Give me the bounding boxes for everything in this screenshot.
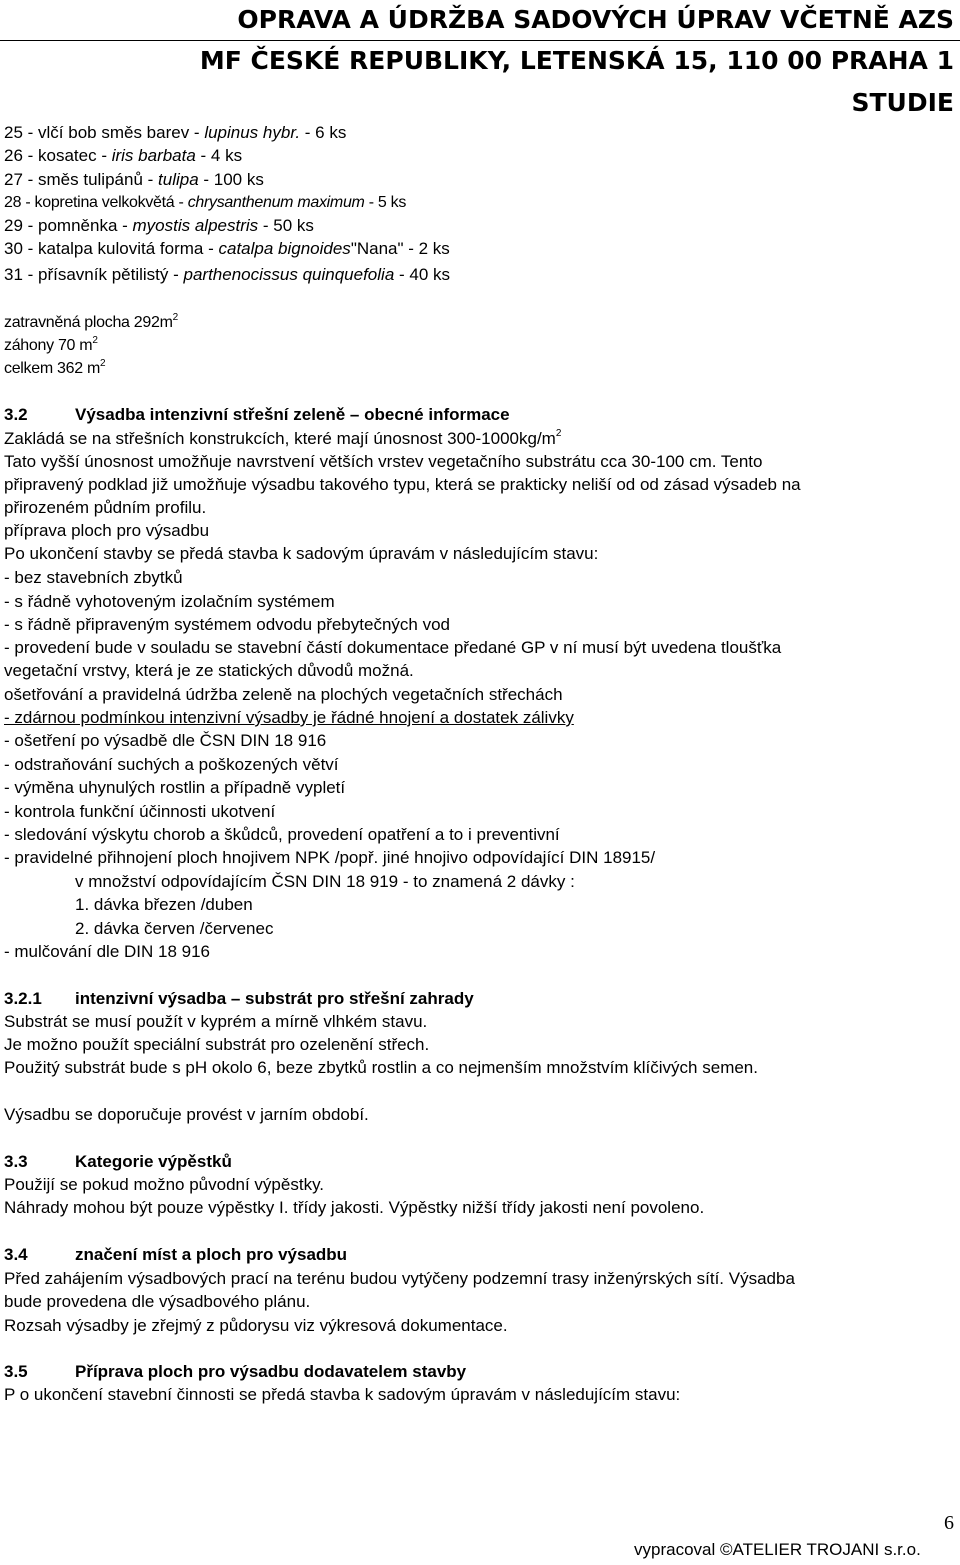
plant-list-item: 30 - katalpa kulovitá forma - catalpa bignoides"Nana" - 2 ks (4, 239, 450, 258)
plant-list-item: 26 - kosatec - iris barbata - 4 ks (4, 146, 243, 165)
header-rule (0, 40, 960, 41)
paragraph-line: Po ukončení stavby se předá stavba k sadovým úpravám v následujícím stavu: (4, 544, 599, 563)
footer-credit: vypracoval ©ATELIER TROJANI s.r.o. (634, 1540, 921, 1559)
header-title-line3: STUDIE (851, 88, 954, 117)
list-subitem: 1. dávka březen /duben (75, 895, 253, 914)
section-number: 3.4 (4, 1245, 28, 1264)
section-title: intenzivní výsadba – substrát pro střešní zahrady (75, 989, 474, 1008)
list-subitem: 2. dávka červen /červenec (75, 919, 274, 938)
area-line: zatravněná plocha $292m^2$ (4, 311, 178, 331)
paragraph-line: P o ukončení stavební činnosti se předá stavba k sadovým úpravám v následujícím stavu: (4, 1385, 681, 1404)
list-item: - sledování výskytu chorob a škůdců, provedení opatření a to i preventivní (4, 825, 560, 844)
paragraph-line: Substrát se musí použít v kyprém a mírně vlhkém stavu. (4, 1012, 428, 1031)
area-line: celkem 362 $m^2$ (4, 357, 106, 377)
paragraph-line: Výsadbu se doporučuje provést v jarním období. (4, 1105, 369, 1124)
paragraph-line: Náhrady mohou být pouze výpěstky I. třídy jakosti. Výpěstky nižší třídy jakosti není povoleno. (4, 1198, 705, 1217)
list-item: - odstraňování suchých a poškozených větví (4, 755, 339, 774)
plant-list-item: 28 - kopretina velkokvětá - chrysanthenum maximum - 5 ks (4, 194, 407, 211)
section-number: 3.2.1 (4, 989, 42, 1008)
section-title: Příprava ploch pro výsadbu dodavatelem stavby (75, 1362, 467, 1381)
section-number: 3.3 (4, 1152, 28, 1171)
list-item: - pravidelné přihnojení ploch hnojivem NPK /popř. jiné hnojivo odpovídající DIN 18915/ (4, 848, 656, 867)
page-number: 6 (944, 1512, 954, 1534)
section-number: 3.5 (4, 1362, 28, 1381)
plant-list-item: 31 - přísavník pětilistý - parthenocissus quinquefolia - 40 ks (4, 265, 451, 284)
paragraph-line: Tato vyšší únosnost umožňuje navrstvení větších vrstev vegetačního substrátu cca 30-100 cm. Tento (4, 452, 763, 471)
list-item: - mulčování dle DIN 18 916 (4, 942, 210, 961)
subheading: ošetřování a pravidelná údržba zeleně na plochých vegetačních střechách (4, 685, 563, 704)
list-item: vegetační vrstvy, která je ze statických důvodů možná. (4, 661, 414, 680)
paragraph-line: Použijí se pokud možno původní výpěstky. (4, 1175, 325, 1194)
list-item: - výměna uhynulých rostlin a případně vypletí (4, 778, 346, 797)
list-item: - kontrola funkční účinnosti ukotvení (4, 802, 276, 821)
section-title: značení míst a ploch pro výsadbu (75, 1245, 348, 1264)
list-item: - s řádně vyhotoveným izolačním systémem (4, 592, 335, 611)
paragraph-line: bude provedena dle výsadbového plánu. (4, 1292, 311, 1311)
paragraph-line: Před zahájením výsadbových prací na terénu budou vytýčeny podzemní trasy inženýrských sítí. Výsadba (4, 1269, 795, 1288)
list-item: - provedení bude v souladu se stavební částí dokumentace předané GP v ní musí být uvedena tloušťka (4, 638, 782, 657)
plant-list-item: 29 - pomněnka - myostis alpestris - 50 ks (4, 216, 314, 235)
plant-list-item: 27 - směs tulipánů - tulipa - 100 ks (4, 170, 264, 189)
list-subitem: v množství odpovídajícím ČSN DIN 18 919 - to znamená 2 dávky : (75, 872, 575, 891)
paragraph-line: Rozsah výsadby je zřejmý z půdorysu viz výkresová dokumentace. (4, 1316, 508, 1335)
header-title-line1: OPRAVA A ÚDRŽBA SADOVÝCH ÚPRAV VČETNĚ AZS (237, 5, 954, 34)
list-item: - ošetření po výsadbě dle ČSN DIN 18 916 (4, 731, 327, 750)
section-title: Kategorie výpěstků (75, 1152, 232, 1171)
paragraph-line: připravený podklad již umožňuje výsadbu takového typu, která se prakticky neliší od od zásad výsadeb na (4, 475, 801, 494)
list-item: - s řádně připraveným systémem odvodu přebytečných vod (4, 615, 450, 634)
paragraph-line: Je možno použít speciální substrát pro ozelenění střech. (4, 1035, 430, 1054)
paragraph-line: přirozeném půdním profilu. (4, 498, 207, 517)
underlined-line: - zdárnou podmínkou intenzivní výsadby je řádné hnojení a dostatek zálivky (4, 708, 574, 727)
plant-list-item: 25 - vlčí bob směs barev - lupinus hybr. - 6 ks (4, 123, 347, 142)
section-title: Výsadba intenzivní střešní zeleně – obecné informace (75, 405, 510, 424)
subheading: příprava ploch pro výsadbu (4, 521, 210, 540)
list-item: - bez stavebních zbytků (4, 568, 183, 587)
paragraph-line: Použitý substrát bude s pH okolo 6, beze zbytků rostlin a co nejmenším množstvím klíčivých semen. (4, 1058, 758, 1077)
section-3-2-line: Zakládá se na střešních konstrukcích, které mají únosnost $300-1000kg/m^2$ (4, 428, 562, 448)
area-line: záhony 70 $m^2$ (4, 334, 98, 354)
header-title-line2: MF ČESKÉ REPUBLIKY, LETENSKÁ 15, 110 00 PRAHA 1 (199, 46, 954, 75)
section-number: 3.2 (4, 405, 28, 424)
